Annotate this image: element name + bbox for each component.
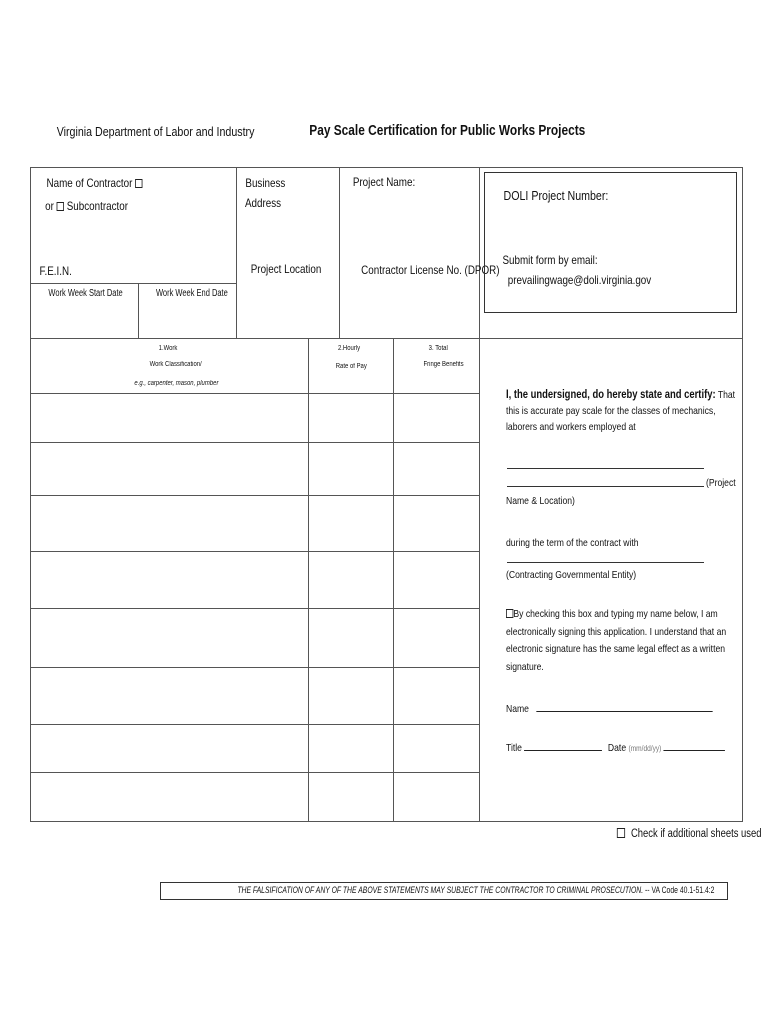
agency-name: Virginia Department of Labor and Industry: [56, 124, 255, 139]
table-row[interactable]: [31, 443, 308, 495]
col-header-fringe: Fringe Benefits: [423, 361, 464, 368]
esignature-statement: By checking this box and typing my name below, I am electronically signing this application. I understand that an electronic signature has the same legal effect as a written signature.: [506, 608, 727, 673]
contractor-label: Name of Contractor: [47, 176, 143, 190]
col-header-rate: Rate of Pay: [335, 363, 367, 370]
name-label: Name: [506, 703, 529, 715]
work-week-end-label: Work Week End Date: [155, 288, 228, 299]
table-row[interactable]: [31, 394, 308, 442]
table-row[interactable]: [31, 552, 308, 608]
divider: [30, 283, 236, 284]
table-row[interactable]: [31, 773, 308, 821]
contractor-license-label: Contractor License No. (DPOR): [361, 263, 500, 277]
submit-email-label: Submit form by email:: [502, 253, 598, 267]
additional-sheets-option: Check if additional sheets used: [617, 828, 762, 840]
address-label: Address: [244, 196, 282, 210]
business-label: Business: [245, 176, 286, 190]
divider: [479, 167, 480, 339]
table-row[interactable]: [31, 668, 308, 724]
table-row[interactable]: [31, 725, 308, 772]
date-label: Date: [607, 742, 627, 754]
divider: [339, 167, 340, 339]
col-header-work-example: e.g., carpenter, mason, plumber: [134, 380, 219, 387]
esignature-checkbox[interactable]: [506, 609, 513, 618]
table-row[interactable]: [31, 609, 308, 667]
certification-statement: I, the undersigned, do hereby state and certify: That this is accurate pay scale for the classes of mechanics, laborers and workers employed at: [506, 389, 736, 433]
work-week-start-label: Work Week Start Date: [48, 288, 123, 299]
col-header-hourly: 2.Hourly: [337, 345, 361, 352]
during-contract-label: during the term of the contract with: [506, 537, 639, 549]
date-input[interactable]: [664, 740, 726, 751]
col-header-work-classification: Work Classification/: [149, 361, 202, 368]
divider: [308, 338, 309, 822]
project-name-location-label: Name & Location): [506, 495, 575, 507]
additional-sheets-checkbox[interactable]: [617, 828, 625, 838]
name-input[interactable]: [536, 701, 712, 712]
title-label: Title: [506, 742, 522, 754]
doli-project-number-label: DOLI Project Number:: [503, 188, 609, 203]
subcontractor-checkbox[interactable]: [57, 202, 64, 211]
title-input[interactable]: [524, 740, 602, 751]
col-header-work: 1.Work: [158, 345, 178, 352]
project-location-label: Project Location: [250, 262, 322, 276]
page-title: Pay Scale Certification for Public Works Projects: [309, 123, 586, 139]
project-name-blank-2[interactable]: [507, 477, 704, 487]
col-header-total: 3. Total: [428, 345, 448, 352]
title-date-field: [506, 740, 740, 757]
subcontractor-label: or Subcontractor: [45, 199, 128, 213]
submit-email-address[interactable]: prevailingwage@doli.virginia.gov: [507, 273, 652, 287]
contracting-entity-blank[interactable]: [507, 553, 704, 563]
date-format-hint: (mm/dd/yy): [628, 744, 662, 753]
project-suffix: (Project: [706, 477, 736, 489]
project-name-blank-1[interactable]: [507, 459, 704, 469]
contracting-entity-label: (Contracting Governmental Entity): [506, 569, 637, 581]
divider: [393, 338, 394, 822]
divider: [479, 338, 480, 822]
name-field: [506, 701, 740, 717]
table-row[interactable]: [31, 496, 308, 551]
project-name-label: Project Name:: [352, 175, 416, 189]
divider: [236, 167, 237, 339]
contractor-checkbox[interactable]: [135, 179, 142, 188]
fein-label: F.E.I.N.: [39, 264, 72, 278]
divider: [138, 283, 139, 339]
falsification-warning: THE FALSIFICATION OF ANY OF THE ABOVE STATEMENTS MAY SUBJECT THE CONTRACTOR TO CRIMINAL PROSECUTION. -- VA Code 40.1-51.4:2: [237, 885, 715, 895]
